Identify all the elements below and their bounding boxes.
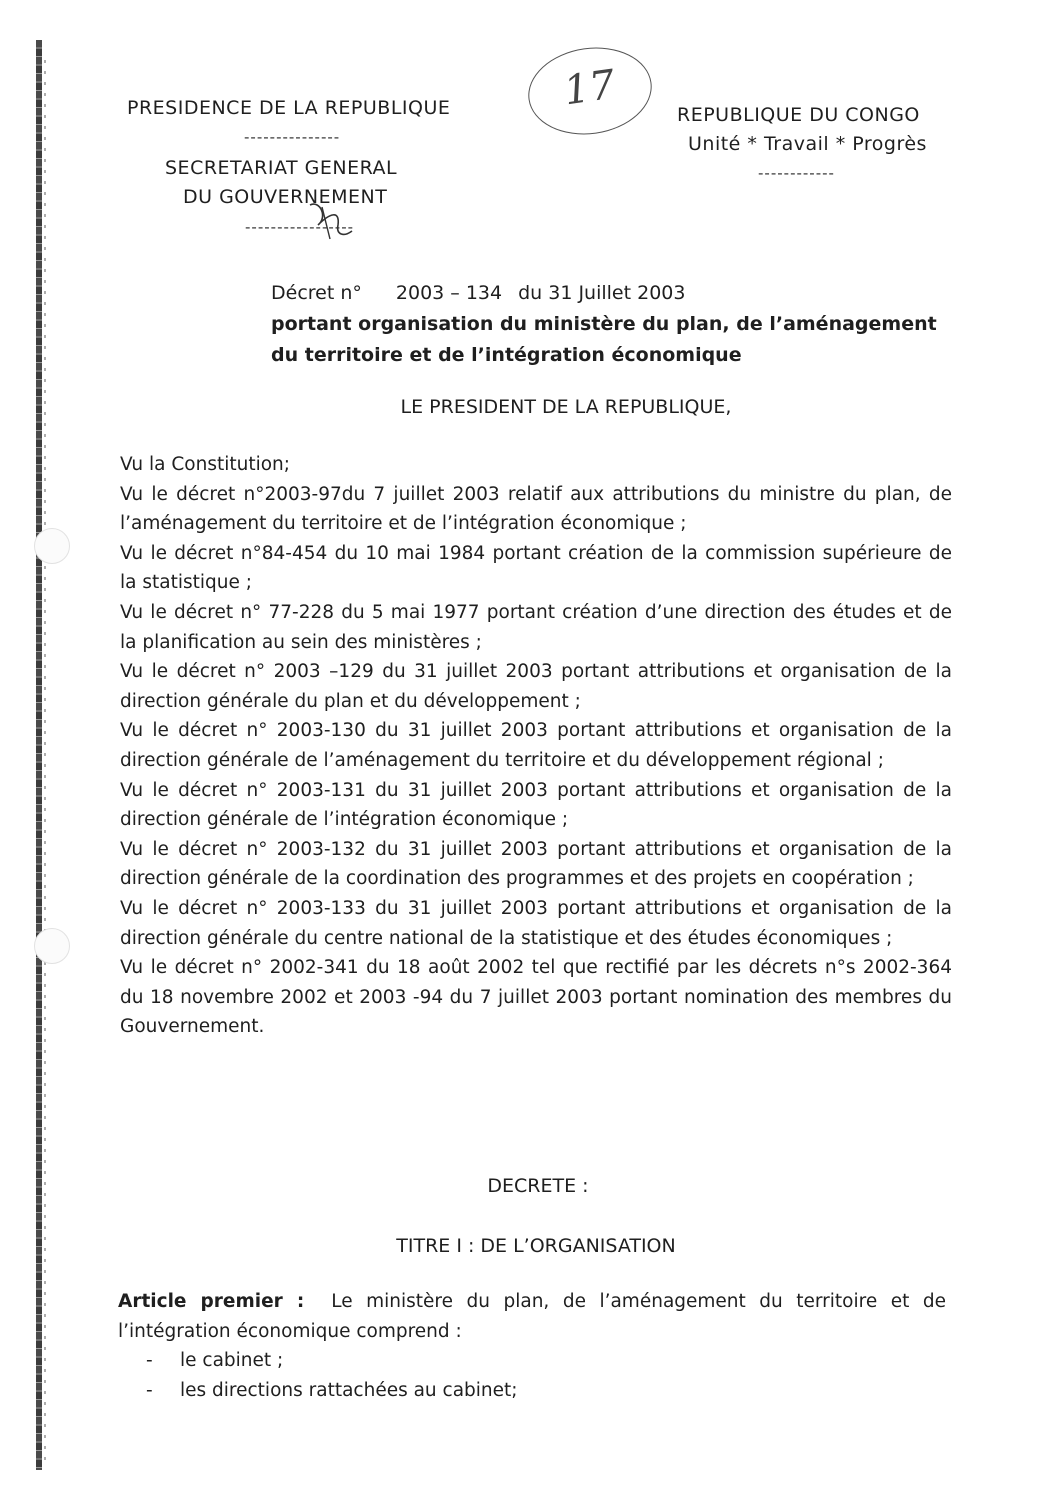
- president-heading: LE PRESIDENT DE LA REPUBLIQUE,: [400, 396, 732, 418]
- list-item: - les directions rattachées au cabinet;: [146, 1376, 946, 1406]
- folio-number-stamp: [523, 40, 658, 142]
- secretariat-heading: SECRETARIAT GENERAL: [165, 157, 398, 179]
- article-premier: [118, 1287, 946, 1405]
- gouvernement-heading: DU GOUVERNEMENT: [183, 186, 388, 208]
- handwritten-initials: [300, 195, 360, 245]
- folio-number: 17: [561, 61, 618, 115]
- decree-title: [271, 278, 937, 371]
- header-separator: ---------------: [244, 128, 341, 146]
- decrete-heading: DECRETE :: [487, 1175, 589, 1197]
- visa-paragraph: Vu le décret n° 2003-133 du 31 juillet 2003 portant attributions et organisation de la direction générale du centre national de la statistique et des études économiques ;: [120, 897, 952, 949]
- decree-label: Décret n°: [271, 282, 362, 304]
- visa-paragraph: Vu le décret n° 2003-132 du 31 juillet 2003 portant attributions et organisation de la direction générale de la coordination des programmes et des projets en coopération ;: [120, 838, 952, 890]
- national-motto: Unité * Travail * Progrès: [688, 133, 927, 155]
- decree-subject-line: du territoire et de l’intégration économique: [271, 344, 742, 366]
- punch-hole: [34, 928, 70, 964]
- punch-hole: [34, 528, 70, 564]
- presidence-heading: PRESIDENCE DE LA REPUBLIQUE: [127, 97, 451, 119]
- article-text: Le ministère du plan, de l’aménagement du territoire et de l’intégration économique comprend :: [118, 1291, 946, 1342]
- decree-subject-line: portant organisation du ministère du plan, de l’aménagement: [271, 313, 937, 335]
- decree-number: 2003 – 134: [395, 282, 503, 304]
- visa-paragraph: Vu le décret n° 77-228 du 5 mai 1977 portant création d’une direction des études et de la planification au sein des ministères ;: [120, 601, 952, 653]
- titre-heading: TITRE I : DE L’ORGANISATION: [396, 1235, 676, 1257]
- list-item: - le cabinet ;: [146, 1346, 946, 1376]
- decree-date: du 31 Juillet 2003: [518, 282, 686, 304]
- visa-paragraph: Vu le décret n° 2002-341 du 18 août 2002 tel que rectifié par les décrets n°s 2002-364 du 18 novembre 2002 et 2003 -94 du 7 juillet 2003 portant nomination des membres du Gouvernement.: [120, 957, 952, 1038]
- header-separator: -----------------: [245, 218, 355, 236]
- article-label: Article premier :: [118, 1291, 305, 1312]
- visa-paragraph: Vu la Constitution;: [120, 454, 291, 475]
- visas-list: [120, 450, 952, 1042]
- visa-paragraph: Vu le décret n° 2003-130 du 31 juillet 2003 portant attributions et organisation de la direction générale de l’aménagement du territoire et du développement régional ;: [120, 720, 952, 771]
- article-items: [118, 1346, 946, 1405]
- visa-paragraph: Vu le décret n°2003-97du 7 juillet 2003 relatif aux attributions du ministre du plan, de l’aménagement du territoire et de l’intégration économique ;: [120, 483, 952, 535]
- visa-paragraph: Vu le décret n° 2003 –129 du 31 juillet 2003 portant attributions et organisation de la direction générale du plan et du développement ;: [120, 661, 952, 712]
- visa-paragraph: Vu le décret n° 2003-131 du 31 juillet 2003 portant attributions et organisation de la direction générale de l’intégration économique ;: [120, 779, 952, 831]
- visa-paragraph: Vu le décret n°84-454 du 10 mai 1984 portant création de la commission supérieure de la statistique ;: [120, 542, 952, 594]
- republique-heading: REPUBLIQUE DU CONGO: [677, 104, 920, 126]
- header-separator: ------------: [758, 164, 835, 182]
